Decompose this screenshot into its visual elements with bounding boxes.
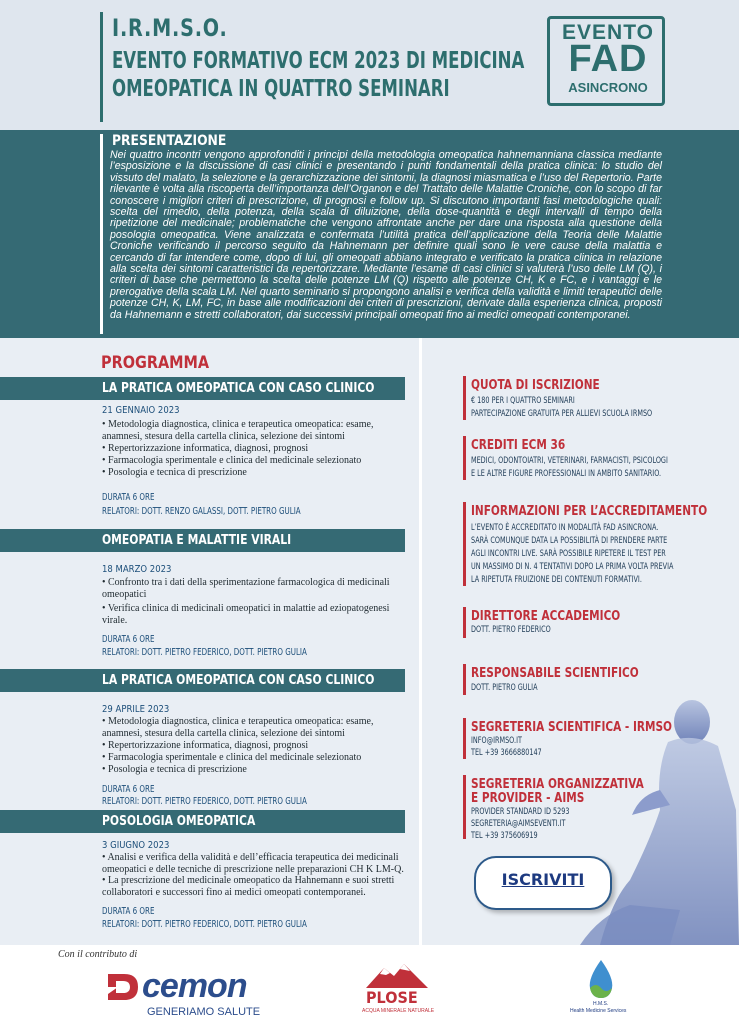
seminar-4-title: POSOLOGIA OMEOPATICA xyxy=(102,813,256,829)
accreditamento-line-2: SARÀ COMUNQUE DATA LA POSSIBILITÀ DI PRENDERE PARTE xyxy=(471,536,668,546)
fad-badge-line1: EVENTO xyxy=(562,21,654,44)
hms-tagline: Health Medicine Services xyxy=(570,1008,627,1014)
seminar-1-item-1: • Metodologia diagnostica, clinica e terapeutica omeopatica: esame, anamnesi, stesura della cartella clinica, selezione dei sintomi xyxy=(102,419,374,442)
seminar-3-item-4: • Posologia e tecnica di prescrizione xyxy=(102,764,247,775)
seminar-1-duration: DURATA 6 ORE xyxy=(102,492,155,503)
presentation-text: Nei quattro incontri vengono approfonditi i principi della metodologia omeopatica hahnemanniana classica mediante l’esposizione e la discussione di casi clinici e presentando i punti fondamentali della pratica clinica: lo studio del vissuto del malato, la selezione e la gerarchizzazione dei sintomi, la diagnosi miasmatica e l’uso del Repertorio. Parte rilevante è volta alla riscoperta dell’importanza dell’Organon e del Trattato delle Malattie Croniche, con lo scopo di far conoscere i migliori criteri di prescrizione, di prognosi e follow up. Si discutono importanti fasi metodologiche quali: scelta del rimedio, della potenza, della scala di diluizione, della dose-quantità e degli intervalli di tempo della ripetizione del medicinale; problematiche che vengono affrontate anche per dare una risposta alla questione della posologia omeopatica. Viene analizzata e confermata l’utilità pratica dell’applicazione della Teoria delle Malattie Croniche verificando il percorso seguito da Hahnemann per definire quali sono le vere cause della malattia e cercando di far intendere come, dopo di lui, gli omeopati abbiano integrato e verificato la pratica clinica in relazione alla scelta dei sintomi caratteristici da repertorizzare. Mediante l’esame di casi clinici si valuterà l’uso delle LM (Q), i criteri di base che permettono la scelta delle potenze LM (Q) rispetto alle potenze CH, K e FC, e i vantaggi e le prerogative della scala LM. Nel quarto seminario si propongono analisi e verifica della validità e limiti terapeutici delle potenze CH, K, LM, FC, in base alle modificazioni dei criteri di prescrizioni, derivate dalla esperienza clinica, proposti da Hahnemann e stretti collaboratori, dai successivi principali omeopati fino ai medici omeopati contemporanei. xyxy=(110,149,662,321)
crediti-accent-bar xyxy=(463,436,466,480)
column-divider xyxy=(419,338,422,945)
responsabile-name: DOTT. PIETRO GULIA xyxy=(471,683,538,693)
seminar-1-speakers: RELATORI: DOTT. RENZO GALASSI, DOTT. PIETRO GULIA xyxy=(102,506,301,517)
plose-mountain-icon xyxy=(364,962,430,990)
presentation-heading: PRESENTAZIONE xyxy=(112,133,227,149)
event-title-line2: OMEOPATICA IN QUATTRO SEMINARI xyxy=(112,76,450,102)
seminar-2-title: OMEOPATIA E MALATTIE VIRALI xyxy=(102,532,292,548)
hms-logo: H.M.S. xyxy=(593,1001,609,1007)
segreteria-organizzativa-email: SEGRETERIA@AIMSEVENTI.IT xyxy=(471,819,566,829)
accreditamento-line-5: LA RIPETUTA FRUIZIONE DEI CONTENUTI FORMATIVI. xyxy=(471,575,642,585)
seminar-4-speakers: RELATORI: DOTT. PIETRO FEDERICO, DOTT. PIETRO GULIA xyxy=(102,919,307,930)
cemon-logo-icon xyxy=(104,970,140,1004)
segreteria-organizzativa-heading-1: SEGRETERIA ORGANIZZATIVA xyxy=(471,776,644,792)
seminar-2-item-2: • Verifica clinica di medicinali omeopatici in malattie ad eziopatogenesi virale. xyxy=(102,603,390,626)
header-accent-bar xyxy=(100,12,103,122)
quota-line-2: PARTECIPAZIONE GRATUITA PER ALLIEVI SCUOLA IRMSO xyxy=(471,409,653,419)
seminar-4-item-2: • La prescrizione del medicinale omeopatico da Hahnemann e suoi stretti collaboratori e successori fino ai medici omeopati contemporanei. xyxy=(102,875,395,898)
seminar-1-item-2: • Repertorizzazione informatica, diagnosi, prognosi xyxy=(102,443,309,454)
cemon-tagline: GENERIAMO SALUTE xyxy=(147,1006,261,1018)
segreteria-scientifica-accent-bar xyxy=(463,718,466,759)
seminar-3-item-1: • Metodologia diagnostica, clinica e terapeutica omeopatica: esame, anamnesi, stesura della cartella clinica, selezione dei sintomi xyxy=(102,716,374,739)
sponsor-caption: Con il contributo di xyxy=(58,949,138,960)
segreteria-scientifica-heading: SEGRETERIA SCIENTIFICA - IRMSO xyxy=(471,719,673,735)
seminar-1-item-4: • Posologia e tecnica di prescrizione xyxy=(102,467,247,478)
fad-badge-line3: ASINCRONO xyxy=(568,80,648,95)
iscriviti-label[interactable]: ISCRIVITI xyxy=(501,870,585,889)
segreteria-scientifica-email: INFO@IRMSO.IT xyxy=(471,736,522,746)
direttore-heading: DIRETTORE ACCADEMICO xyxy=(471,608,621,624)
fad-badge-line2: FAD xyxy=(568,38,648,80)
seminar-2-date: 18 MARZO 2023 xyxy=(102,564,172,575)
segreteria-organizzativa-heading-2: E PROVIDER - AIMS xyxy=(471,790,585,806)
accreditamento-line-3: AGLI INCONTRI LIVE. SARÀ POSSIBILE RIPETERE IL TEST PER xyxy=(471,549,666,559)
segreteria-organizzativa-provider: PROVIDER STANDARD ID 5293 xyxy=(471,807,570,817)
direttore-name: DOTT. PIETRO FEDERICO xyxy=(471,625,551,635)
org-name: I.R.M.S.O. xyxy=(112,14,228,42)
seminar-4-item-1: • Analisi e verifica della validità e dell’efficacia terapeutica dei medicinali omeopatici e delle tecniche di prescrizione nelle preparazioni CH K LM-Q. xyxy=(102,852,404,875)
seminar-4-duration: DURATA 6 ORE xyxy=(102,906,155,917)
seminar-2-speakers: RELATORI: DOTT. PIETRO FEDERICO, DOTT. PIETRO GULIA xyxy=(102,647,307,658)
seminar-3-speakers: RELATORI: DOTT. PIETRO FEDERICO, DOTT. PIETRO GULIA xyxy=(102,796,307,807)
presentation-accent-bar xyxy=(100,134,103,334)
accreditamento-heading: INFORMAZIONI PER L’ACCREDITAMENTO xyxy=(471,503,708,519)
quota-accent-bar xyxy=(463,376,466,420)
seminar-3-date: 29 APRILE 2023 xyxy=(102,704,170,715)
plose-tagline: ACQUA MINERALE NATURALE xyxy=(362,1008,435,1014)
crediti-line-2: E LE ALTRE FIGURE PROFESSIONALI IN AMBITO SANITARIO. xyxy=(471,469,662,479)
cemon-logo: cemon xyxy=(142,967,247,1005)
accreditamento-line-1: L’EVENTO È ACCREDITATO IN MODALITÀ FAD ASINCRONA. xyxy=(471,523,659,533)
seminar-2-duration: DURATA 6 ORE xyxy=(102,634,155,645)
program-heading: PROGRAMMA xyxy=(101,353,210,373)
quota-heading: QUOTA DI ISCRIZIONE xyxy=(471,377,600,393)
accreditamento-line-4: UN MASSIMO DI N. 4 TENTATIVI DOPO LA PRIMA VOLTA PREVIA xyxy=(471,562,674,572)
responsabile-accent-bar xyxy=(463,664,466,695)
seminar-4-date: 3 GIUGNO 2023 xyxy=(102,840,170,851)
hms-drop-icon xyxy=(584,958,618,1000)
plose-logo: PLOSE xyxy=(366,988,418,1007)
quota-line-1: € 180 PER I QUATTRO SEMINARI xyxy=(471,396,575,406)
direttore-accent-bar xyxy=(463,607,466,638)
seminar-3-duration: DURATA 6 ORE xyxy=(102,784,155,795)
seminar-1-item-3: • Farmacologia sperimentale e clinica del medicinale selezionato xyxy=(102,455,362,466)
responsabile-heading: RESPONSABILE SCIENTIFICO xyxy=(471,665,639,681)
seminar-3-item-3: • Farmacologia sperimentale e clinica del medicinale selezionato xyxy=(102,752,362,763)
seminar-3-item-2: • Repertorizzazione informatica, diagnosi, prognosi xyxy=(102,740,309,751)
seminar-2-item-1: • Confronto tra i dati della sperimentazione farmacologica di medicinali omeopatici xyxy=(102,577,390,600)
segreteria-organizzativa-phone: TEL +39 375606919 xyxy=(471,831,538,841)
seminar-3-title: LA PRATICA OMEOPATICA CON CASO CLINICO xyxy=(102,672,375,688)
crediti-heading: CREDITI ECM 36 xyxy=(471,437,566,453)
segreteria-organizzativa-accent-bar xyxy=(463,775,466,839)
segreteria-scientifica-phone: TEL +39 3666880147 xyxy=(471,748,542,758)
event-title-line1: EVENTO FORMATIVO ECM 2023 DI MEDICINA xyxy=(112,48,525,74)
seminar-1-date: 21 GENNAIO 2023 xyxy=(102,405,180,416)
seminar-1-title: LA PRATICA OMEOPATICA CON CASO CLINICO xyxy=(102,380,375,396)
accreditamento-accent-bar xyxy=(463,502,466,586)
crediti-line-1: MEDICI, ODONTOIATRI, VETERINARI, FARMACISTI, PSICOLOGI xyxy=(471,456,668,466)
